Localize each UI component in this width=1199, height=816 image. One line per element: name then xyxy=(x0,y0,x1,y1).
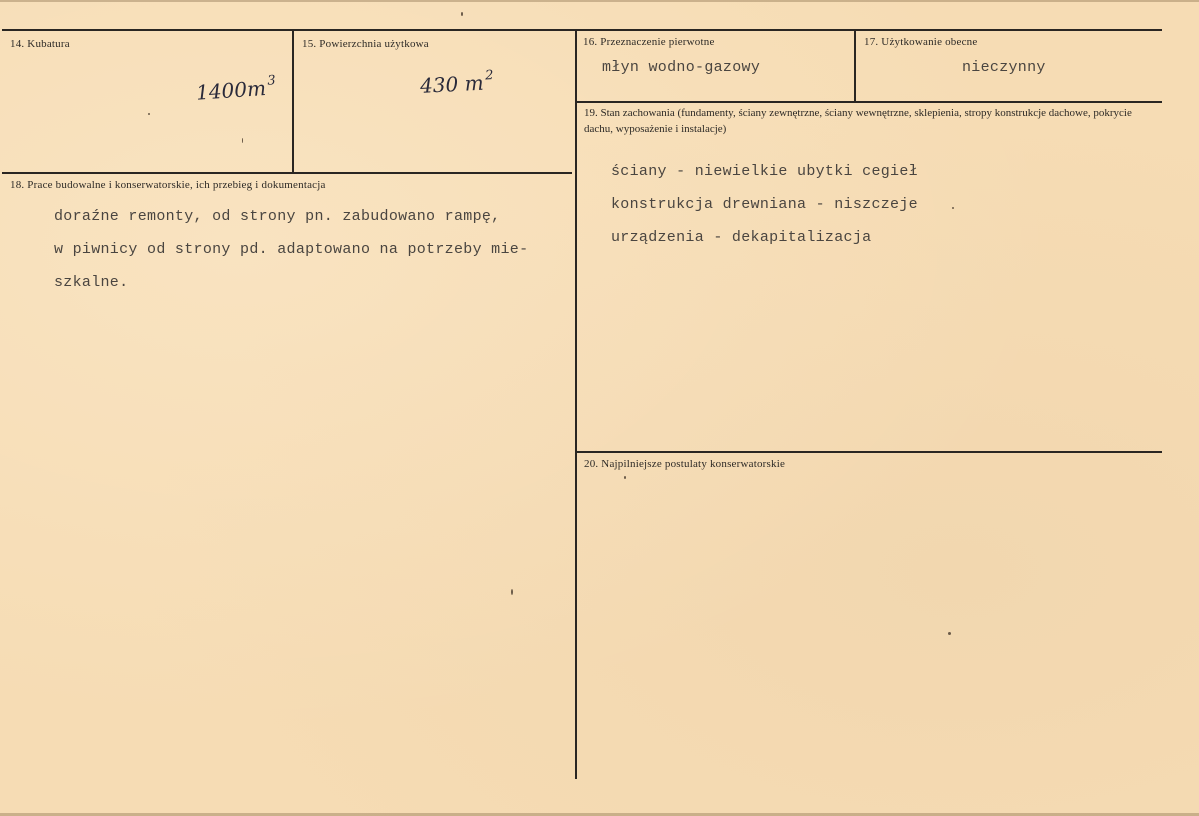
field-15-value xyxy=(419,68,494,98)
field-14-value xyxy=(195,73,277,105)
field-19-line-1: ściany - niewielkie ubytki cegieł xyxy=(611,163,918,180)
field-19-line-3: urządzenia - dekapitalizacja xyxy=(611,229,872,246)
field-18-line-1: doraźne remonty, od strony pn. zabudowano rampę, xyxy=(54,208,501,225)
top-rule xyxy=(2,29,1162,31)
paper-speck xyxy=(624,476,626,479)
field-14-label: 14. Kubatura xyxy=(10,38,70,50)
field-17-label: 17. Użytkowanie obecne xyxy=(864,36,978,48)
field-19-line-2: konstrukcja drewniana - niszczeje xyxy=(611,196,918,213)
paper-speck xyxy=(242,138,243,143)
rule-above-20 xyxy=(577,451,1162,453)
field-16-label: 16. Przeznaczenie pierwotne xyxy=(583,36,715,48)
field-15-exponent: 2 xyxy=(484,68,494,84)
main-vertical-divider xyxy=(575,31,577,779)
field-14-number: 1400 xyxy=(195,77,248,105)
paper-speck xyxy=(948,632,951,635)
paper-speck xyxy=(511,589,513,595)
field-18-line-3: szkalne. xyxy=(54,274,129,291)
top-edge-shadow xyxy=(0,0,1199,2)
field-20-label: 20. Najpilniejsze postulaty konserwatorskie xyxy=(584,458,786,470)
rule-under-14-15 xyxy=(2,172,572,174)
field-17-value: nieczynny xyxy=(962,59,1046,76)
field-15-number: 430 xyxy=(419,71,459,98)
field-15-label: 15. Powierzchnia użytkowa xyxy=(302,38,429,50)
paper-speck xyxy=(461,12,463,16)
paper-speck xyxy=(952,207,954,209)
field-14-exponent: 3 xyxy=(266,73,277,89)
field-18-line-2: w piwnicy od strony pd. adaptowano na potrzeby mie- xyxy=(54,241,529,258)
divider-14-15 xyxy=(292,31,294,172)
field-19-label: 19. Stan zachowania (fundamenty, ściany zewnętrzne, ściany wewnętrzne, sklepienia, stropy konstrukcje dachowe, pokrycie dachu, wyposażenie i instalacje) xyxy=(584,107,1132,135)
field-15-unit: m xyxy=(463,70,485,96)
field-16-value: młyn wodno-gazowy xyxy=(602,59,761,76)
rule-under-16-17 xyxy=(577,101,1162,103)
divider-16-17 xyxy=(854,31,856,101)
paper-speck xyxy=(148,113,150,115)
field-18-label: 18. Prace budowalne i konserwatorskie, ich przebieg i dokumentacja xyxy=(10,179,326,191)
field-14-unit: m xyxy=(246,75,267,102)
